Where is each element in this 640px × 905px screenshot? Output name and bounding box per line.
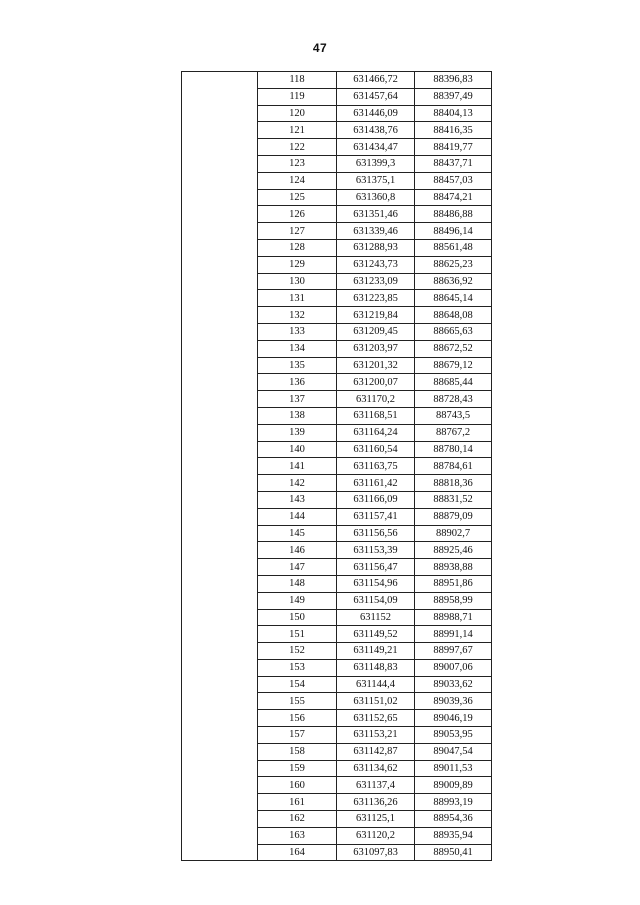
point-number-cell: 152: [258, 643, 337, 660]
y-coordinate-cell: 88938,88: [415, 559, 492, 576]
point-number-cell: 156: [258, 710, 337, 727]
y-coordinate-cell: 88935,94: [415, 827, 492, 844]
y-coordinate-cell: 88486,88: [415, 206, 492, 223]
y-coordinate-cell: 88474,21: [415, 189, 492, 206]
x-coordinate-cell: 631136,26: [337, 794, 415, 811]
y-coordinate-cell: 88958,99: [415, 592, 492, 609]
point-number-cell: 128: [258, 239, 337, 256]
point-number-cell: 153: [258, 659, 337, 676]
x-coordinate-cell: 631457,64: [337, 88, 415, 105]
x-coordinate-cell: 631375,1: [337, 172, 415, 189]
x-coordinate-cell: 631168,51: [337, 407, 415, 424]
point-number-cell: 138: [258, 407, 337, 424]
y-coordinate-cell: 88997,67: [415, 643, 492, 660]
x-coordinate-cell: 631164,24: [337, 424, 415, 441]
y-coordinate-cell: 89039,36: [415, 693, 492, 710]
point-number-cell: 148: [258, 575, 337, 592]
point-number-cell: 141: [258, 458, 337, 475]
y-coordinate-cell: 88728,43: [415, 391, 492, 408]
x-coordinate-cell: 631154,96: [337, 575, 415, 592]
point-number-cell: 126: [258, 206, 337, 223]
y-coordinate-cell: 88496,14: [415, 223, 492, 240]
y-coordinate-cell: 88993,19: [415, 794, 492, 811]
point-number-cell: 147: [258, 559, 337, 576]
y-coordinate-cell: 88685,44: [415, 374, 492, 391]
x-coordinate-cell: 631233,09: [337, 273, 415, 290]
point-number-cell: 144: [258, 508, 337, 525]
x-coordinate-cell: 631142,87: [337, 743, 415, 760]
y-coordinate-cell: 88988,71: [415, 609, 492, 626]
point-number-cell: 134: [258, 340, 337, 357]
point-number-cell: 119: [258, 88, 337, 105]
x-coordinate-cell: 631156,56: [337, 525, 415, 542]
point-number-cell: 136: [258, 374, 337, 391]
x-coordinate-cell: 631203,97: [337, 340, 415, 357]
page-number: 47: [312, 41, 328, 55]
y-coordinate-cell: 88672,52: [415, 340, 492, 357]
y-coordinate-cell: 89007,06: [415, 659, 492, 676]
x-coordinate-cell: 631160,54: [337, 441, 415, 458]
x-coordinate-cell: 631163,75: [337, 458, 415, 475]
y-coordinate-cell: 88645,14: [415, 290, 492, 307]
y-coordinate-cell: 88665,63: [415, 323, 492, 340]
point-number-cell: 163: [258, 827, 337, 844]
point-number-cell: 142: [258, 475, 337, 492]
x-coordinate-cell: 631152: [337, 609, 415, 626]
point-number-cell: 155: [258, 693, 337, 710]
y-coordinate-cell: 88625,23: [415, 256, 492, 273]
point-number-cell: 150: [258, 609, 337, 626]
point-number-cell: 145: [258, 525, 337, 542]
point-number-cell: 122: [258, 139, 337, 156]
x-coordinate-cell: 631200,07: [337, 374, 415, 391]
x-coordinate-cell: 631153,21: [337, 727, 415, 744]
point-number-cell: 135: [258, 357, 337, 374]
y-coordinate-cell: 89047,54: [415, 743, 492, 760]
y-coordinate-cell: 88991,14: [415, 626, 492, 643]
point-number-cell: 151: [258, 626, 337, 643]
point-number-cell: 124: [258, 172, 337, 189]
coordinates-table-body: [182, 72, 492, 861]
point-number-cell: 157: [258, 727, 337, 744]
point-number-cell: 132: [258, 307, 337, 324]
x-coordinate-cell: 631219,84: [337, 307, 415, 324]
point-number-cell: 161: [258, 794, 337, 811]
point-number-cell: 162: [258, 811, 337, 828]
x-coordinate-cell: 631153,39: [337, 542, 415, 559]
x-coordinate-cell: 631434,47: [337, 139, 415, 156]
point-number-cell: 121: [258, 122, 337, 139]
x-coordinate-cell: 631151,02: [337, 693, 415, 710]
x-coordinate-cell: 631446,09: [337, 105, 415, 122]
x-coordinate-cell: 631144,4: [337, 676, 415, 693]
y-coordinate-cell: 88780,14: [415, 441, 492, 458]
x-coordinate-cell: 631149,21: [337, 643, 415, 660]
y-coordinate-cell: 88902,7: [415, 525, 492, 542]
y-coordinate-cell: 88818,36: [415, 475, 492, 492]
x-coordinate-cell: 631161,42: [337, 475, 415, 492]
y-coordinate-cell: 88831,52: [415, 491, 492, 508]
y-coordinate-cell: 88950,41: [415, 844, 492, 861]
point-number-cell: 129: [258, 256, 337, 273]
y-coordinate-cell: 88636,92: [415, 273, 492, 290]
point-number-cell: 120: [258, 105, 337, 122]
point-number-cell: 125: [258, 189, 337, 206]
x-coordinate-cell: 631351,46: [337, 206, 415, 223]
x-coordinate-cell: 631120,2: [337, 827, 415, 844]
y-coordinate-cell: 88396,83: [415, 72, 492, 89]
point-number-cell: 118: [258, 72, 337, 89]
point-number-cell: 154: [258, 676, 337, 693]
point-number-cell: 159: [258, 760, 337, 777]
y-coordinate-cell: 88679,12: [415, 357, 492, 374]
x-coordinate-cell: 631157,41: [337, 508, 415, 525]
x-coordinate-cell: 631166,09: [337, 491, 415, 508]
x-coordinate-cell: 631209,45: [337, 323, 415, 340]
x-coordinate-cell: 631243,73: [337, 256, 415, 273]
y-coordinate-cell: 88648,08: [415, 307, 492, 324]
x-coordinate-cell: 631339,46: [337, 223, 415, 240]
point-number-cell: 130: [258, 273, 337, 290]
x-coordinate-cell: 631149,52: [337, 626, 415, 643]
x-coordinate-cell: 631438,76: [337, 122, 415, 139]
y-coordinate-cell: 88404,13: [415, 105, 492, 122]
y-coordinate-cell: 88784,61: [415, 458, 492, 475]
x-coordinate-cell: 631156,47: [337, 559, 415, 576]
y-coordinate-cell: 88416,35: [415, 122, 492, 139]
y-coordinate-cell: 89011,53: [415, 760, 492, 777]
y-coordinate-cell: 88437,71: [415, 155, 492, 172]
x-coordinate-cell: 631170,2: [337, 391, 415, 408]
point-number-cell: 133: [258, 323, 337, 340]
empty-merged-cell: [182, 72, 258, 861]
table-row: [182, 72, 492, 89]
point-number-cell: 146: [258, 542, 337, 559]
y-coordinate-cell: 88925,46: [415, 542, 492, 559]
x-coordinate-cell: 631125,1: [337, 811, 415, 828]
y-coordinate-cell: 88561,48: [415, 239, 492, 256]
x-coordinate-cell: 631097,83: [337, 844, 415, 861]
point-number-cell: 158: [258, 743, 337, 760]
x-coordinate-cell: 631137,4: [337, 777, 415, 794]
point-number-cell: 139: [258, 424, 337, 441]
point-number-cell: 143: [258, 491, 337, 508]
y-coordinate-cell: 88879,09: [415, 508, 492, 525]
point-number-cell: 137: [258, 391, 337, 408]
y-coordinate-cell: 88419,77: [415, 139, 492, 156]
x-coordinate-cell: 631154,09: [337, 592, 415, 609]
point-number-cell: 123: [258, 155, 337, 172]
y-coordinate-cell: 89009,89: [415, 777, 492, 794]
x-coordinate-cell: 631134,62: [337, 760, 415, 777]
y-coordinate-cell: 88954,36: [415, 811, 492, 828]
x-coordinate-cell: 631360,8: [337, 189, 415, 206]
point-number-cell: 149: [258, 592, 337, 609]
x-coordinate-cell: 631148,83: [337, 659, 415, 676]
x-coordinate-cell: 631399,3: [337, 155, 415, 172]
y-coordinate-cell: 88457,03: [415, 172, 492, 189]
x-coordinate-cell: 631152,65: [337, 710, 415, 727]
x-coordinate-cell: 631201,32: [337, 357, 415, 374]
y-coordinate-cell: 89046,19: [415, 710, 492, 727]
point-number-cell: 164: [258, 844, 337, 861]
point-number-cell: 127: [258, 223, 337, 240]
x-coordinate-cell: 631288,93: [337, 239, 415, 256]
y-coordinate-cell: 88951,86: [415, 575, 492, 592]
y-coordinate-cell: 88767,2: [415, 424, 492, 441]
y-coordinate-cell: 89033,62: [415, 676, 492, 693]
coordinates-table: [181, 71, 492, 861]
x-coordinate-cell: 631223,85: [337, 290, 415, 307]
point-number-cell: 140: [258, 441, 337, 458]
y-coordinate-cell: 89053,95: [415, 727, 492, 744]
point-number-cell: 131: [258, 290, 337, 307]
y-coordinate-cell: 88743,5: [415, 407, 492, 424]
point-number-cell: 160: [258, 777, 337, 794]
x-coordinate-cell: 631466,72: [337, 72, 415, 89]
y-coordinate-cell: 88397,49: [415, 88, 492, 105]
